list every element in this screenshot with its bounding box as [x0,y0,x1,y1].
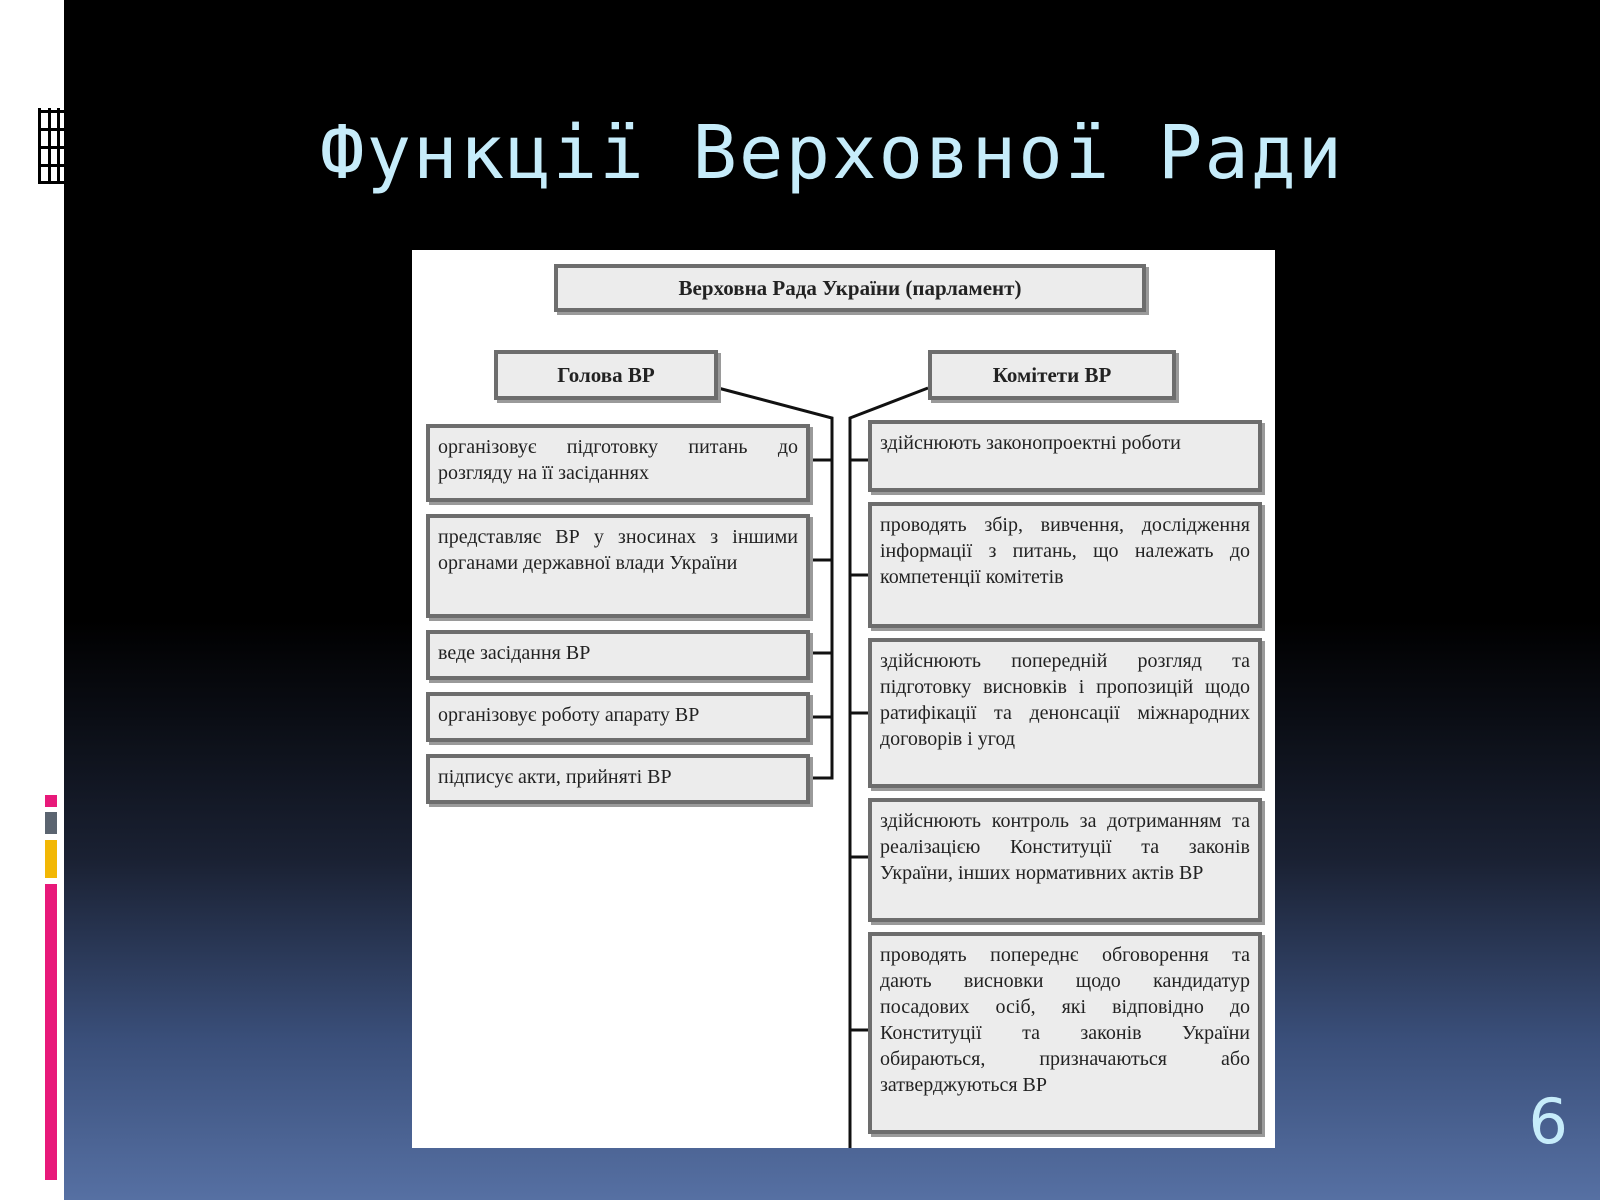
decor-line [38,164,64,167]
accent-pink-bar [45,884,57,1180]
decor-line [38,108,41,184]
decor-line [38,181,64,184]
right-item-box: здійснюють попередній розгляд та підготовку висновків і пропозицій щодо ратифікації та денонсації міжнародних договорів і угод [868,638,1262,788]
right-head-box: Комітети ВР [928,350,1176,400]
right-item-box: здійснюють контроль за дотриманням та реалізацією Конституції та законів України, інших нормативних актів ВР [868,798,1262,922]
left-item-box: представляє ВР у зносинах з іншими органами державної влади України [426,514,810,618]
structure-diagram [412,250,1275,1148]
right-item-box: проводять збір, вивчення, дослідження інформації з питань, що належать до компетенції комітетів [868,502,1262,628]
left-item-box: організовує роботу апарату ВР [426,692,810,742]
page-number: 6 [1528,1085,1568,1158]
left-item-box: організовує підготовку питань до розгляду на її засіданнях [426,424,810,502]
decor-line [38,146,64,149]
right-item-box: здійснюють законопроектні роботи [868,420,1262,492]
slide-title: Функції Верховної Ради [319,110,1345,196]
accent-pink-small [45,795,57,807]
left-item-box: веде засідання ВР [426,630,810,680]
right-item-box: проводять попереднє обговорення та дають висновки щодо кандидатур посадових осіб, які відповідно до Конституції та законів України обираються, призначаються або затверджуються ВР [868,932,1262,1134]
decor-line [38,110,64,113]
left-decor-strip [0,0,64,1200]
left-item-box: підписує акти, прийняті ВР [426,754,810,804]
accent-yellow [45,840,57,878]
root-box: Верховна Рада України (парламент) [554,264,1146,312]
left-head-box: Голова ВР [494,350,718,400]
decor-line [48,108,51,184]
accent-gray [45,812,57,834]
decor-line [57,108,60,184]
decor-line [38,128,64,131]
